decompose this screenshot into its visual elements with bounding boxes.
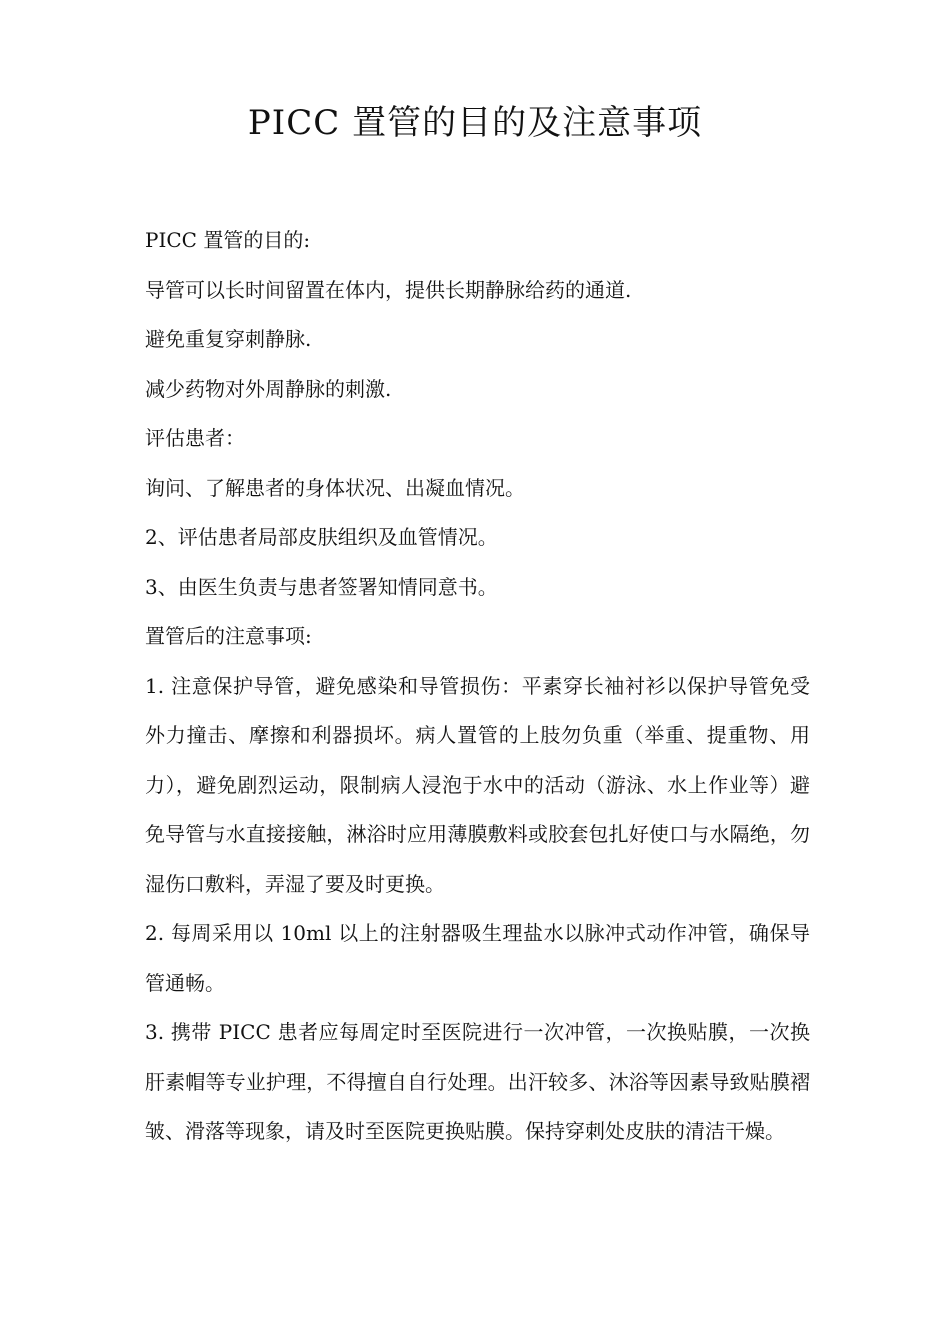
purpose-item: 导管可以长时间留置在体内，提供长期静脉给药的通道. bbox=[145, 277, 632, 302]
assessment-item: 询问、了解患者的身体状况、出凝血情况。 bbox=[145, 475, 525, 500]
section-heading-assessment: 评估患者： bbox=[145, 426, 245, 450]
document-title: PICC 置管的目的及注意事项 bbox=[247, 103, 703, 143]
assessment-item: 2、评估患者局部皮肤组织及血管情况。 bbox=[145, 525, 498, 549]
section-heading-precautions: 置管后的注意事项: bbox=[145, 624, 312, 648]
purpose-item: 避免重复穿刺静脉. bbox=[145, 327, 312, 351]
assessment-item: 3、由医生负责与患者签署知情同意书。 bbox=[145, 574, 498, 599]
precaution-paragraph: 1. 注意保护导管，避免感染和导管损伤：平素穿长袖衬衫以保护导管免受外力撞击、摩擦和利器损坏。病人置管的上肢勿负重（举重、提重物、用力），避免剧烈运动，限制病人浸泡于水中的活动（游泳、水上作业等）避免导管与水直接接触，淋浴时应用薄膜敷料或胶套包扎好使口与水隔绝，勿湿伤口敷料，弄湿了要及时更换。 bbox=[145, 673, 810, 896]
section-heading-purpose: PICC 置管的目的: bbox=[145, 228, 311, 252]
document-body bbox=[145, 216, 810, 1157]
precaution-paragraph: 2. 每周采用以 10ml 以上的注射器吸生理盐水以脉冲式动作冲管，确保导管通畅。 bbox=[145, 921, 810, 995]
precaution-paragraph: 3. 携带 PICC 患者应每周定时至医院进行一次冲管，一次换贴膜，一次换肝素帽等专业护理，不得擅自自行处理。出汗较多、沐浴等因素导致贴膜褶皱、滑落等现象，请及时至医院更换贴膜。保持穿刺处皮肤的清洁干燥。 bbox=[145, 1020, 810, 1143]
purpose-item: 减少药物对外周静脉的刺激. bbox=[145, 376, 392, 401]
